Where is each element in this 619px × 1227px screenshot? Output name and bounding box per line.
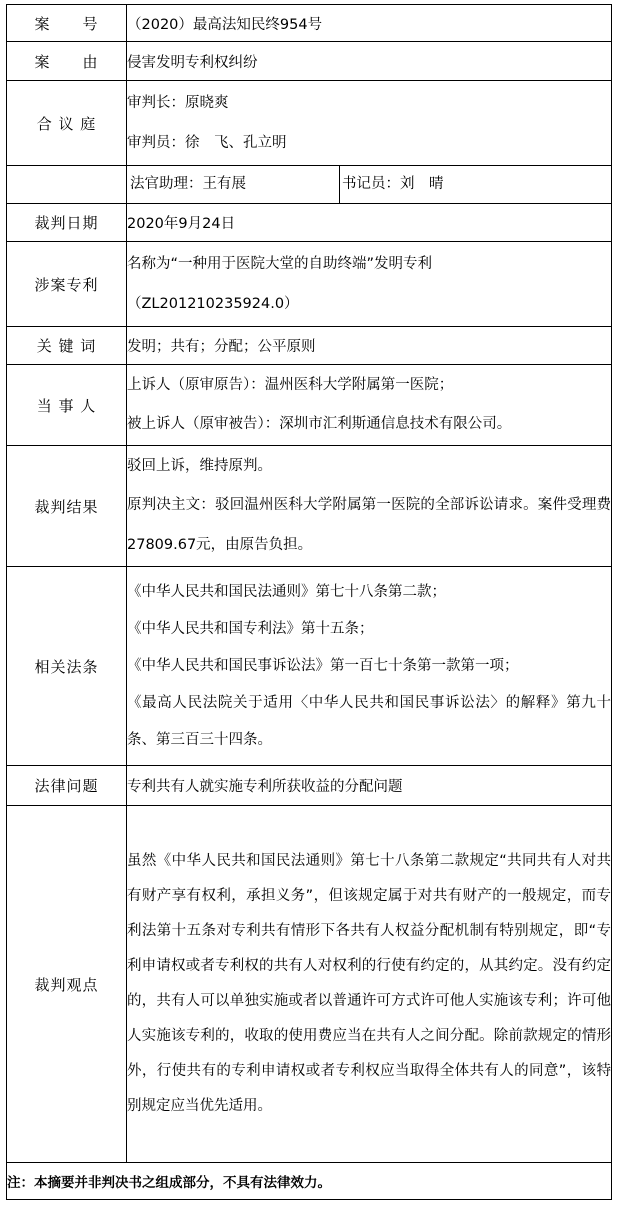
row-assistants xyxy=(7,166,612,204)
row-keywords xyxy=(7,327,612,365)
appellant: 上诉人（原审原告）：温州医科大学附属第一医院； xyxy=(127,377,454,393)
row-laws xyxy=(7,567,612,766)
presiding-judge: 审判长：原晓爽 xyxy=(127,95,229,111)
value-keywords: 发明；共有；分配；公平原则 xyxy=(127,327,612,365)
row-legal-issue xyxy=(7,766,612,806)
law-item: 《中华人民共和国专利法》第十五条； xyxy=(127,620,374,637)
label-cause: 案 由 xyxy=(7,42,127,81)
appellee: 被上诉人（原审被告）：深圳市汇利斯通信息技术有限公司。 xyxy=(127,416,512,432)
label-patent: 涉案专利 xyxy=(7,242,127,327)
label-case-number: 案 号 xyxy=(7,5,127,42)
value-opinion xyxy=(127,806,612,1163)
patent-title: 名称为“一种用于医院大堂的自助终端”发明专利 xyxy=(127,256,433,272)
value-legal-issue: 专利共有人就实施专利所获收益的分配问题 xyxy=(127,766,612,806)
row-panel xyxy=(7,81,612,166)
row-note xyxy=(7,1163,612,1200)
row-judgment-date xyxy=(7,204,612,242)
value-case-number: （2020）最高法知民终954号 xyxy=(127,5,612,42)
value-laws xyxy=(127,567,612,766)
disclaimer-note: 注：本摘要并非判决书之组成部分，不具有法律效力。 xyxy=(7,1163,612,1200)
value-panel xyxy=(127,81,612,166)
value-judgment-date: 2020年9月24日 xyxy=(127,204,612,242)
label-judgment-date: 裁判日期 xyxy=(7,204,127,242)
value-cause: 侵害发明专利权纠纷 xyxy=(127,42,612,81)
label-panel: 合 议 庭 xyxy=(7,81,127,166)
label-keywords: 关 键 词 xyxy=(7,327,127,365)
label-opinion: 裁判观点 xyxy=(7,806,127,1163)
result-line-2: 原判决主文：驳回温州医科大学附属第一医院的全部诉讼请求。案件受理费27809.67元，由原告负担。 xyxy=(127,497,611,553)
case-summary-table xyxy=(6,4,612,1200)
value-result xyxy=(127,446,612,567)
law-item: 《中华人民共和国民事诉讼法》第一百七十条第一款第一项； xyxy=(127,657,519,674)
row-case-number xyxy=(7,5,612,42)
value-parties xyxy=(127,365,612,446)
judge-assistant: 法官助理：王有展 xyxy=(127,166,340,203)
label-legal-issue: 法律问题 xyxy=(7,766,127,806)
row-patent xyxy=(7,242,612,327)
law-item: 《最高人民法院关于适用〈中华人民共和国民事诉讼法〉的解释》第九十条、第三百三十四条。 xyxy=(127,694,611,748)
label-laws: 相关法条 xyxy=(7,567,127,766)
result-line-1: 驳回上诉，维持原判。 xyxy=(127,458,272,474)
row-opinion xyxy=(7,806,612,1163)
patent-number: （ZL201210235924.0） xyxy=(127,296,299,312)
label-parties: 当 事 人 xyxy=(7,365,127,446)
row-cause xyxy=(7,42,612,81)
clerk: 书记员：刘 晴 xyxy=(342,176,444,192)
law-item: 《中华人民共和国民法通则》第七十八条第二款； xyxy=(127,583,446,600)
label-result: 裁判结果 xyxy=(7,446,127,567)
row-parties xyxy=(7,365,612,446)
value-patent xyxy=(127,242,612,327)
judges: 审判员：徐 飞、孔立明 xyxy=(127,135,287,151)
opinion-text: 虽然《中华人民共和国民法通则》第七十八条第二款规定“共同共有人对共有财产享有权利，承担义务”，但该规定属于对共有财产的一般规定，而专利法第十五条对专利共有情形下各共有人权益分配机制有特别规定，即“专利申请权或者专利权的共有人对权利的行使有约定的，从其约定。没有约定的，共有人可以单独实施或者以普通许可方式许可他人实施该专利；许可他人实施该专利的，收取的使用费应当在共有人之间分配。除前款规定的情形外，行使共有的专利申请权或者专利权应当取得全体共有人的同意”，该特别规定应当优先适用。 xyxy=(127,853,611,1114)
row-result xyxy=(7,446,612,567)
